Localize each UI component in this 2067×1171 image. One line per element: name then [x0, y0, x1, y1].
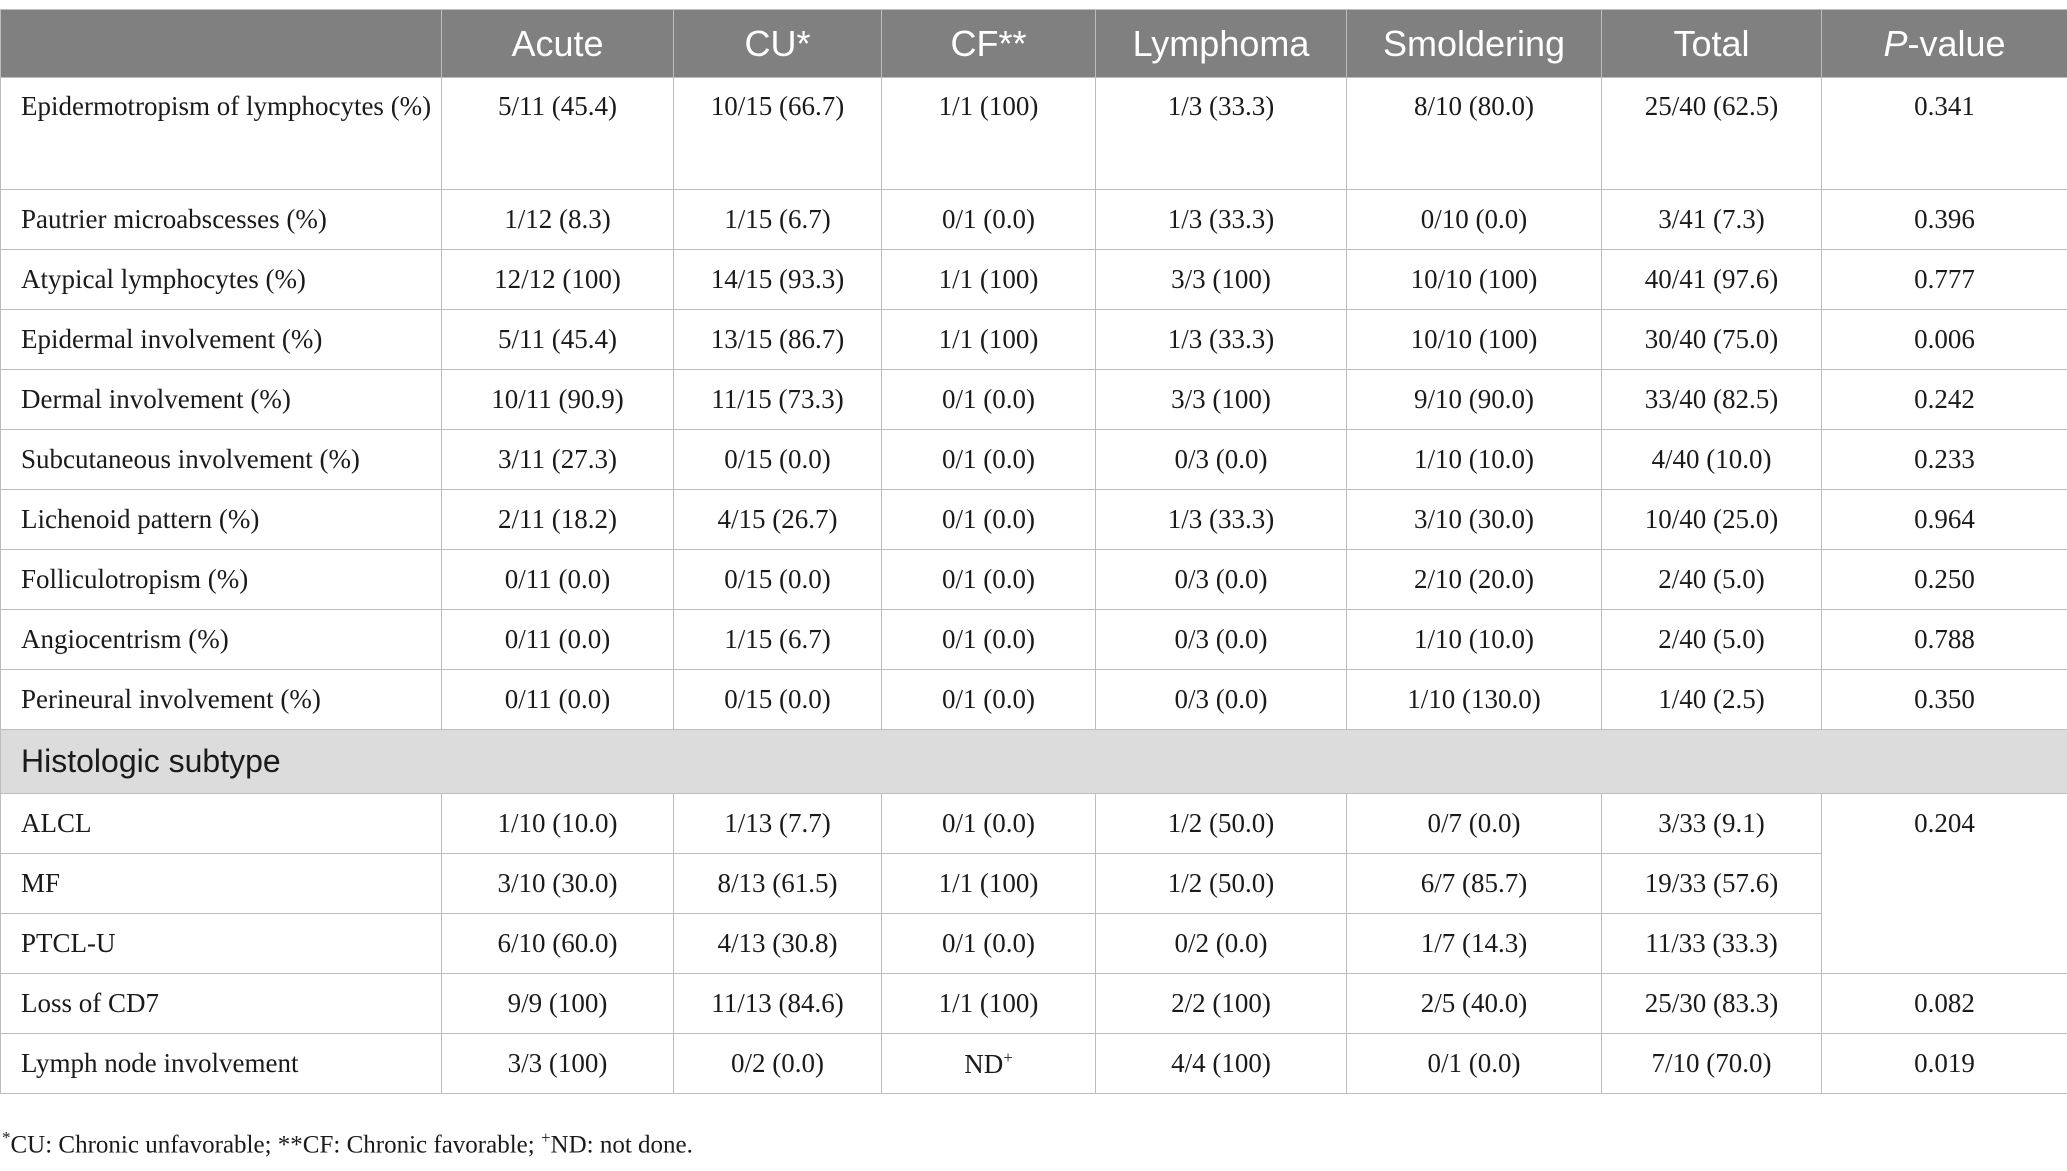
table-row: [1, 974, 2067, 1034]
table-cell: 2/5 (40.0): [1347, 974, 1602, 1034]
table-cell: 10/15 (66.7): [674, 78, 882, 190]
table-cell: 10/10 (100): [1347, 250, 1602, 310]
table-cell: 3/3 (100): [442, 1034, 674, 1094]
table-cell: 14/15 (93.3): [674, 250, 882, 310]
table-cell: 7/10 (70.0): [1602, 1034, 1822, 1094]
header-smoldering: Smoldering: [1347, 10, 1602, 78]
table-cell: 3/10 (30.0): [1347, 490, 1602, 550]
table-cell: 2/11 (18.2): [442, 490, 674, 550]
row-label: Pautrier microabscesses (%): [1, 190, 442, 250]
footnote-text-1: CU: Chronic unfavorable; **CF: Chronic favorable;: [10, 1131, 541, 1159]
table-cell: 1/13 (7.7): [674, 794, 882, 854]
row-label: Loss of CD7: [1, 974, 442, 1034]
table-cell: 0/1 (0.0): [882, 490, 1096, 550]
table-cell: 3/41 (7.3): [1602, 190, 1822, 250]
table-row: [1, 490, 2067, 550]
table-cell: 4/15 (26.7): [674, 490, 882, 550]
table-cell: 0/1 (0.0): [882, 914, 1096, 974]
table-cell: 25/30 (83.3): [1602, 974, 1822, 1034]
footnote-text-2: ND: not done.: [550, 1131, 693, 1159]
table-cell: 1/3 (33.3): [1096, 490, 1347, 550]
table-cell: 13/15 (86.7): [674, 310, 882, 370]
table-cell: 11/15 (73.3): [674, 370, 882, 430]
table-row: [1, 250, 2067, 310]
table-cell: 1/1 (100): [882, 854, 1096, 914]
table-row: [1, 670, 2067, 730]
table-cell: 1/10 (130.0): [1347, 670, 1602, 730]
row-label: ALCL: [1, 794, 442, 854]
header-pvalue-suffix: -value: [1907, 22, 2006, 64]
table-cell: 1/15 (6.7): [674, 610, 882, 670]
table-row: [1, 794, 2067, 854]
table-cell: 0/15 (0.0): [674, 430, 882, 490]
table-cell: 0/15 (0.0): [674, 550, 882, 610]
row-label: Angiocentrism (%): [1, 610, 442, 670]
table-cell: 0.019: [1822, 1034, 2067, 1094]
table-cell: 40/41 (97.6): [1602, 250, 1822, 310]
row-label: Perineural involvement (%): [1, 670, 442, 730]
table-cell: 4/40 (10.0): [1602, 430, 1822, 490]
table-cell: [882, 1034, 1096, 1094]
table-cell: 0.350: [1822, 670, 2067, 730]
table-cell: 0.242: [1822, 370, 2067, 430]
table-cell: 1/1 (100): [882, 78, 1096, 190]
table-cell: 1/10 (10.0): [1347, 610, 1602, 670]
footnote-sup-2: +: [540, 1128, 551, 1147]
results-table: [0, 9, 2067, 1094]
row-label: Lymph node involvement: [1, 1034, 442, 1094]
table-cell: 11/13 (84.6): [674, 974, 882, 1034]
table-cell: 3/10 (30.0): [442, 854, 674, 914]
table-cell: 0/1 (0.0): [882, 190, 1096, 250]
table-cell: 1/10 (10.0): [442, 794, 674, 854]
header-pvalue: [1822, 10, 2067, 78]
table-cell: 33/40 (82.5): [1602, 370, 1822, 430]
row-label: MF: [1, 854, 442, 914]
table-cell: 6/10 (60.0): [442, 914, 674, 974]
table-cell: 0.396: [1822, 190, 2067, 250]
table-cell: 10/40 (25.0): [1602, 490, 1822, 550]
table-cell: 3/3 (100): [1096, 250, 1347, 310]
table-row: [1, 310, 2067, 370]
table-cell: 5/11 (45.4): [442, 310, 674, 370]
table-cell: 25/40 (62.5): [1602, 78, 1822, 190]
table-cell: 1/2 (50.0): [1096, 854, 1347, 914]
table-cell: 0.082: [1822, 974, 2067, 1034]
table-cell: 0/11 (0.0): [442, 610, 674, 670]
table-row: [1, 854, 2067, 914]
table-cell: 0/1 (0.0): [882, 670, 1096, 730]
table-cell: 1/3 (33.3): [1096, 310, 1347, 370]
table-cell: 0/2 (0.0): [1096, 914, 1347, 974]
table-cell: 0.006: [1822, 310, 2067, 370]
table-cell: 3/3 (100): [1096, 370, 1347, 430]
table-cell: 0/1 (0.0): [882, 610, 1096, 670]
table-cell: 1/12 (8.3): [442, 190, 674, 250]
table-cell: 4/13 (30.8): [674, 914, 882, 974]
table-cell: 0/1 (0.0): [882, 370, 1096, 430]
table-cell: 1/15 (6.7): [674, 190, 882, 250]
section-label: Histologic subtype: [1, 730, 2067, 794]
table-cell: 11/33 (33.3): [1602, 914, 1822, 974]
row-label: PTCL-U: [1, 914, 442, 974]
table-cell: 0.341: [1822, 78, 2067, 190]
table-cell: 0.788: [1822, 610, 2067, 670]
footnote: [2, 1128, 693, 1159]
table-cell: 1/7 (14.3): [1347, 914, 1602, 974]
header-total: Total: [1602, 10, 1822, 78]
table-cell: 1/1 (100): [882, 310, 1096, 370]
table-cell: 0.250: [1822, 550, 2067, 610]
table-cell: 1/10 (10.0): [1347, 430, 1602, 490]
table-cell: 0/1 (0.0): [1347, 1034, 1602, 1094]
table-cell: 10/10 (100): [1347, 310, 1602, 370]
table-cell: 0/3 (0.0): [1096, 670, 1347, 730]
header-acute: Acute: [442, 10, 674, 78]
table-cell: 0/11 (0.0): [442, 670, 674, 730]
table-row: [1, 190, 2067, 250]
header-empty: [1, 10, 442, 78]
row-label: Lichenoid pattern (%): [1, 490, 442, 550]
table-cell: 4/4 (100): [1096, 1034, 1347, 1094]
cell-value: ND: [964, 1049, 1004, 1079]
table-cell: 30/40 (75.0): [1602, 310, 1822, 370]
table-row: [1, 914, 2067, 974]
footnote-sup-1: *: [2, 1128, 11, 1147]
table-cell: 0/1 (0.0): [882, 794, 1096, 854]
table-cell: 0/11 (0.0): [442, 550, 674, 610]
table-cell: 0.964: [1822, 490, 2067, 550]
table-cell: 0/2 (0.0): [674, 1034, 882, 1094]
header-row: [1, 10, 2067, 78]
table-cell: 10/11 (90.9): [442, 370, 674, 430]
subtype-pvalue-cell: 0.204: [1822, 794, 2067, 974]
section-row: [1, 730, 2067, 794]
table-cell: 1/2 (50.0): [1096, 794, 1347, 854]
table-cell: 5/11 (45.4): [442, 78, 674, 190]
table-cell: 0/10 (0.0): [1347, 190, 1602, 250]
table-cell: 1/40 (2.5): [1602, 670, 1822, 730]
nd-superscript: +: [1003, 1048, 1013, 1067]
table-cell: 6/7 (85.7): [1347, 854, 1602, 914]
table-cell: 9/10 (90.0): [1347, 370, 1602, 430]
table-cell: 8/13 (61.5): [674, 854, 882, 914]
row-label: Epidermal involvement (%): [1, 310, 442, 370]
table-cell: 2/40 (5.0): [1602, 610, 1822, 670]
table-cell: 19/33 (57.6): [1602, 854, 1822, 914]
table-cell: 0/3 (0.0): [1096, 430, 1347, 490]
table-cell: 1/3 (33.3): [1096, 78, 1347, 190]
header-cu: CU*: [674, 10, 882, 78]
header-lymphoma: Lymphoma: [1096, 10, 1347, 78]
row-label: Dermal involvement (%): [1, 370, 442, 430]
row-label: Epidermotropism of lymphocytes (%): [1, 78, 442, 190]
table-row: [1, 1034, 2067, 1094]
row-label: Subcutaneous involvement (%): [1, 430, 442, 490]
table-row: [1, 78, 2067, 190]
table-cell: 9/9 (100): [442, 974, 674, 1034]
header-cf: CF**: [882, 10, 1096, 78]
table-cell: 0.777: [1822, 250, 2067, 310]
table-cell: 1/1 (100): [882, 250, 1096, 310]
table-cell: 1/3 (33.3): [1096, 190, 1347, 250]
row-label: Atypical lymphocytes (%): [1, 250, 442, 310]
table-cell: 8/10 (80.0): [1347, 78, 1602, 190]
table-cell: 2/40 (5.0): [1602, 550, 1822, 610]
table-cell: 0/1 (0.0): [882, 430, 1096, 490]
table-cell: 2/2 (100): [1096, 974, 1347, 1034]
table-row: [1, 610, 2067, 670]
table-cell: 0/15 (0.0): [674, 670, 882, 730]
table-cell: 0/3 (0.0): [1096, 610, 1347, 670]
table-row: [1, 430, 2067, 490]
table-row: [1, 550, 2067, 610]
table-cell: 3/33 (9.1): [1602, 794, 1822, 854]
table-row: [1, 370, 2067, 430]
table-cell: 0/1 (0.0): [882, 550, 1096, 610]
table-cell: 3/11 (27.3): [442, 430, 674, 490]
table-cell: 2/10 (20.0): [1347, 550, 1602, 610]
header-pvalue-italic: P: [1883, 22, 1908, 64]
table-cell: 12/12 (100): [442, 250, 674, 310]
table-cell: 0/7 (0.0): [1347, 794, 1602, 854]
row-label: Folliculotropism (%): [1, 550, 442, 610]
table-cell: 1/1 (100): [882, 974, 1096, 1034]
table-cell: 0.233: [1822, 430, 2067, 490]
table-cell: 0/3 (0.0): [1096, 550, 1347, 610]
